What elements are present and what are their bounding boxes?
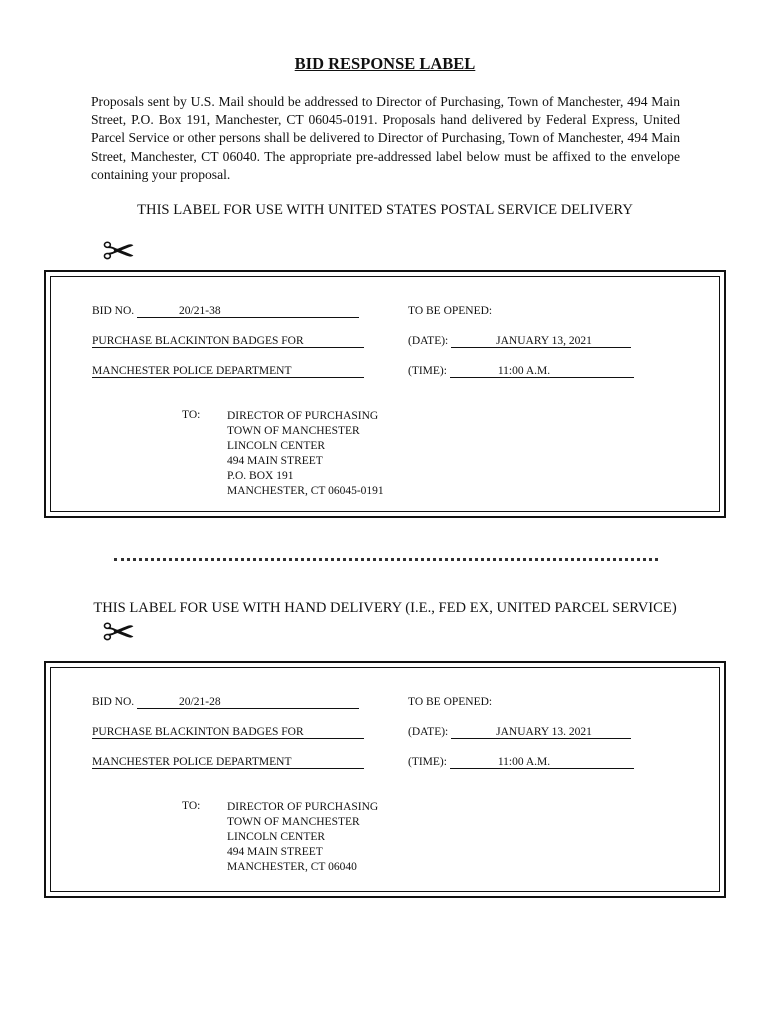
bid-no-label: BID NO. (92, 305, 135, 317)
address-line: P.O. BOX 191 (227, 470, 294, 482)
bid-no-value: 20/21-38 (137, 305, 359, 318)
address-line: LINCOLN CENTER (227, 440, 326, 452)
label2-bid-no (92, 696, 359, 709)
purchase-description-line1: PURCHASE BLACKINTON BADGES FOR (92, 335, 364, 348)
to-label: TO: (182, 800, 201, 812)
intro-paragraph: Proposals sent by U.S. Mail should be addressed to Director of Purchasing, Town of Manchester, 494 Main Street, P.O. Box 191, Manchester, CT 06045-0191. Proposals hand delivered by Federal Express, United Parcel Service or other persons shall be delivered to Director of Purchasing, Town of Manchester, 494 Main Street, Manchester, CT 06040. The appropriate pre-addressed label below must be affixed to the envelope containing your proposal. (91, 94, 680, 182)
address-line: DIRECTOR OF PURCHASING (227, 410, 379, 422)
address-line: TOWN OF MANCHESTER (227, 816, 360, 828)
label1-date (408, 335, 631, 348)
cut-line-divider (114, 558, 658, 564)
scissors-icon: ✂ (102, 610, 136, 655)
purchase-description-line1: PURCHASE BLACKINTON BADGES FOR (92, 726, 364, 739)
label1-address (227, 409, 384, 499)
label1-dept-line (92, 365, 364, 378)
time-label: (TIME): (408, 365, 447, 377)
date-label: (DATE): (408, 335, 449, 347)
address-line: MANCHESTER, CT 06040 (227, 861, 357, 873)
address-line: 494 MAIN STREET (227, 846, 323, 858)
address-line: 494 MAIN STREET (227, 455, 323, 467)
page-title: BID RESPONSE LABEL (294, 54, 476, 73)
address-line: LINCOLN CENTER (227, 831, 326, 843)
bid-no-value: 20/21-28 (137, 696, 359, 709)
scissors-icon: ✂ (102, 229, 136, 274)
purchase-description-line2: MANCHESTER POLICE DEPARTMENT (92, 756, 364, 769)
date-value: JANUARY 13. 2021 (451, 726, 631, 739)
label1-box (44, 270, 726, 518)
date-label: (DATE): (408, 726, 449, 738)
label1-time (408, 365, 634, 378)
purchase-description-line2: MANCHESTER POLICE DEPARTMENT (92, 365, 364, 378)
label1-bid-no (92, 305, 359, 318)
label2-date (408, 726, 631, 739)
address-line: TOWN OF MANCHESTER (227, 425, 360, 437)
label1-heading: THIS LABEL FOR USE WITH UNITED STATES POSTAL SERVICE DELIVERY (137, 202, 633, 218)
address-line: DIRECTOR OF PURCHASING (227, 801, 379, 813)
date-value: JANUARY 13, 2021 (451, 335, 631, 348)
label2-purchase-line (92, 726, 364, 739)
label2-box (44, 661, 726, 898)
label1-purchase-line (92, 335, 364, 348)
label2-dept-line (92, 756, 364, 769)
label2-heading: THIS LABEL FOR USE WITH HAND DELIVERY (I.E., FED EX, UNITED PARCEL SERVICE) (93, 600, 677, 616)
time-value: 11:00 A.M. (450, 365, 634, 378)
label2-time (408, 756, 634, 769)
time-label: (TIME): (408, 756, 447, 768)
label2-address (227, 800, 378, 875)
to-be-opened-label: TO BE OPENED: (408, 696, 493, 708)
address-line: MANCHESTER, CT 06045-0191 (227, 485, 384, 497)
to-label: TO: (182, 409, 201, 421)
to-be-opened-label: TO BE OPENED: (408, 305, 493, 317)
bid-no-label: BID NO. (92, 696, 135, 708)
time-value: 11:00 A.M. (450, 756, 634, 769)
